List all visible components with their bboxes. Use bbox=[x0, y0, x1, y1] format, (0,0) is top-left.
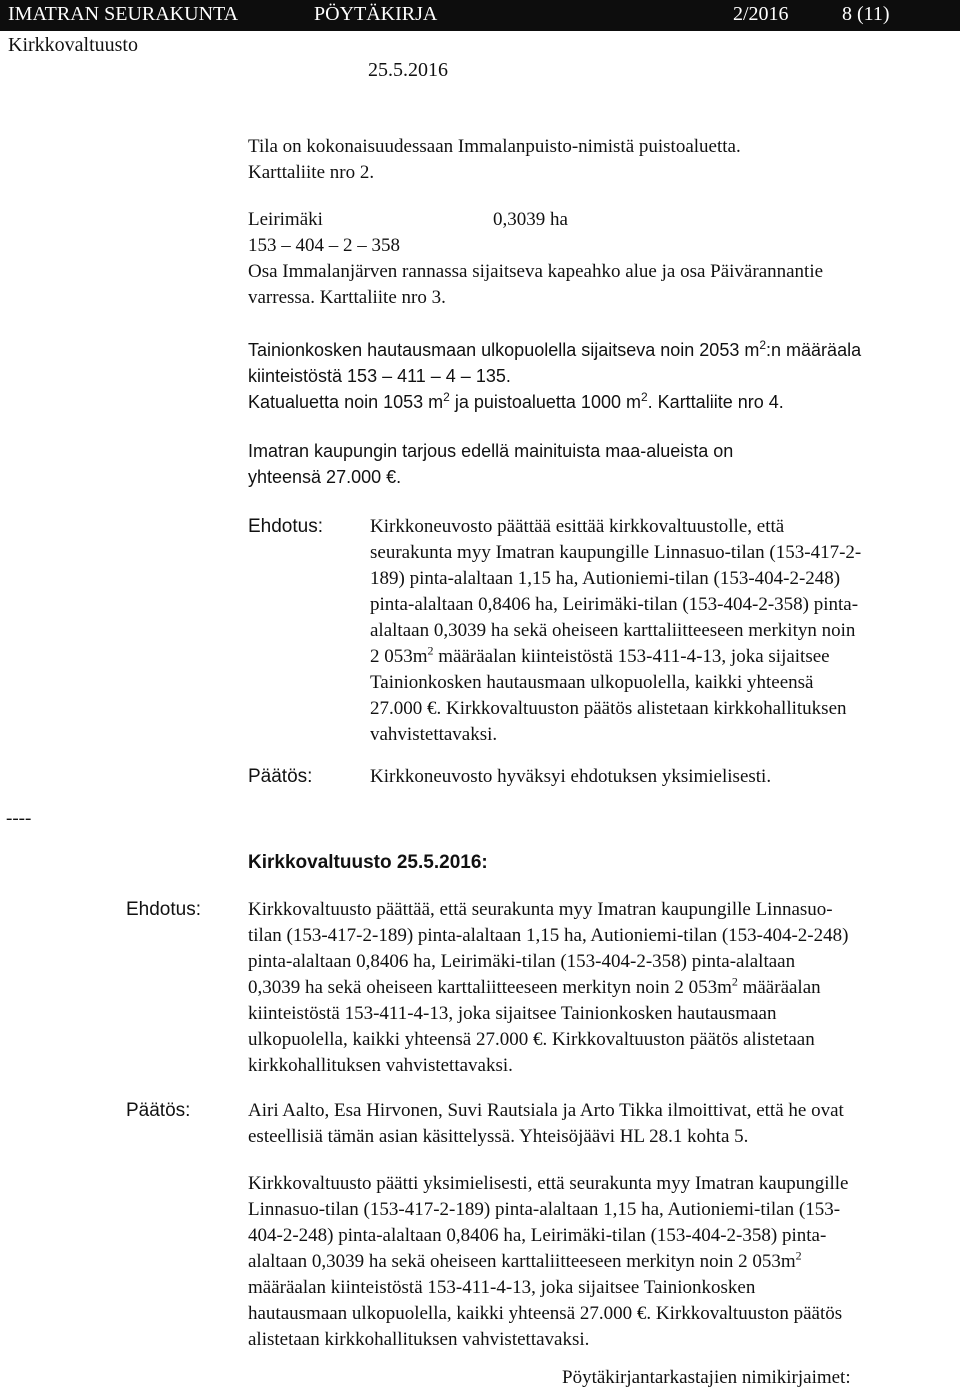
council-decision-label: Päätös: bbox=[126, 1100, 191, 1121]
council-final-decision: Kirkkovaltuusto päätti yksimielisesti, että seurakunta myy Imatran kaupungille Linnasuo-tilan (153-417-2-189) pinta-alaltaan 1,15 ha, Autioniemi-tilan (153- 404-2-248) pinta-alaltaan 0,8406 ha, Leirimäki-tilan (153-404-2-358) pinta- alaltaan 0,3039 ha sekä oheiseen karttaliitteeseen merkityn noin 2 $053m^2$ määräalan kiinteistöstä 153-411-4-13, joka sijaitsee Tainionkosken hautausmaan ulkopuolella, kaikki yhteensä 27.000 €. Kirkkovaltuuston päätös alistetaan kirkkohallituksen vahvistettavaksi. bbox=[248, 1173, 849, 1350]
city-offer: Imatran kaupungin tarjous edellä mainituista maa-alueista on yhteensä 27.000 €. bbox=[248, 441, 734, 487]
council-decision-text: Airi Aalto, Esa Hirvonen, Suvi Rautsiala ja Arto Tikka ilmoittivat, että he ovat esteellisiä tämän asian käsittelyssä. Yhteisöjäävi HL 28.1 kohta 5. bbox=[248, 1100, 844, 1147]
organization-name: IMATRAN SEURAKUNTA bbox=[8, 3, 239, 25]
council-proposal-text: Kirkkovaltuusto päättää, että seurakunta myy Imatran kaupungille Linnasuo- tilan (153-417-2-189) pinta-alaltaan 1,15 ha, Autioniemi-tilan (153-404-2-248) pinta-alaltaan 0,8406 ha, Leirimäki-tilan (153-404-2-358) pinta-alaltaan 0,3039 ha sekä oheiseen karttaliitteeseen merkityn noin 2 $053m^2$ määräalan kiinteistöstä 153-411-4-13, joka sijaitsee Tainionkosken hautausmaan ulkopuolella, kaikki yhteensä 27.000 €. Kirkkovaltuuston päätös alistetaan kirkkohallituksen vahvistettavaksi. bbox=[248, 899, 849, 1076]
property-leirimaki: Leirimäki 0,3039 ha 153 – 404 – 2 – 358 Osa Immalanjärven rannassa sijaitseva kapeahko alue ja osa Päivärannantie varressa. Karttaliite nro 3. bbox=[248, 207, 948, 311]
document-number: 2/2016 bbox=[733, 3, 789, 25]
council-proposal-label: Ehdotus: bbox=[126, 899, 201, 920]
property-immalanpuisto: Tila on kokonaisuudessaan Immalanpuisto-nimistä puistoaluetta. Karttaliite nro 2. bbox=[248, 136, 741, 183]
page-number: 8 (11) bbox=[842, 3, 890, 25]
proposal-label: Ehdotus: bbox=[248, 516, 323, 537]
property-name: Leirimäki bbox=[248, 209, 323, 230]
decision-label: Päätös: bbox=[248, 766, 313, 787]
meeting-body: Kirkkovaltuusto bbox=[8, 34, 138, 56]
decision-text: Kirkkoneuvosto hyväksyi ehdotuksen yksimielisesti. bbox=[370, 766, 772, 787]
property-area: 0,3039 ha bbox=[493, 209, 568, 230]
proposal-text: Kirkkoneuvosto päättää esittää kirkkovaltuustolle, että seurakunta myy Imatran kaupungille Linnasuo-tilan (153-417-2- 189) pinta-alaltaan 1,15 ha, Autioniemi-tilan (153-404-2-248) pinta-alaltaan 0,8406 ha, Leirimäki-tilan (153-404-2-358) pinta- alaltaan 0,3039 ha sekä oheiseen karttaliitteeseen merkityn noin 2 $053m^2$ määräalan kiinteistöstä 153-411-4-13, joka sijaitsee Tainionkosken hautausmaan ulkopuolella, kaikki yhteensä 27.000 €. Kirkkovaltuuston päätös alistetaan kirkkohallituksen vahvistettavaksi. bbox=[370, 516, 862, 745]
document-type: PÖYTÄKIRJA bbox=[314, 3, 438, 25]
council-heading: Kirkkovaltuusto 25.5.2016: bbox=[248, 852, 488, 873]
document-header-bar bbox=[0, 0, 960, 31]
property-tainionkoski: Tainionkosken hautausmaan ulkopuolella sijaitseva noin 2053 $m^2:n$ määräala kiinteistöstä 153 – 411 – 4 – 135. Katualuetta noin 1053 $m^2$ ja puistoaluetta 1000 $m^2$. Karttaliite nro 4. bbox=[248, 338, 862, 412]
property-id: 153 – 404 – 2 – 358 bbox=[248, 235, 400, 256]
reviewers-initials-label: Pöytäkirjantarkastajien nimikirjaimet: bbox=[562, 1367, 851, 1388]
section-separator: ---- bbox=[6, 808, 32, 829]
meeting-date: 25.5.2016 bbox=[368, 59, 448, 81]
